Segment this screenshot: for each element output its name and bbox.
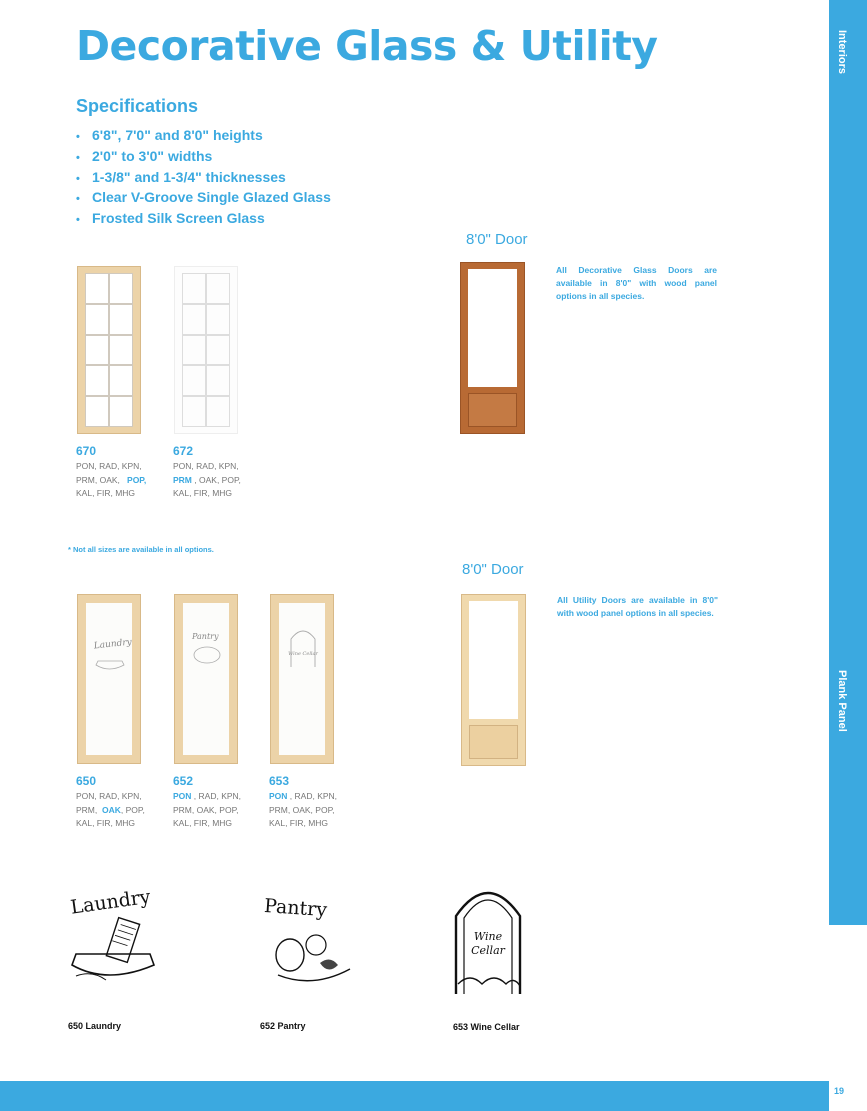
pantry-caption: 652 Pantry bbox=[260, 1021, 306, 1031]
door-652-species bbox=[173, 790, 241, 831]
door-652-etch bbox=[175, 595, 239, 765]
spec-item: • 1-3/8" and 1-3/4" thicknesses bbox=[76, 168, 331, 189]
utility-8ft-heading: 8'0" Door bbox=[462, 561, 524, 578]
species-text: , RAD, KPN, bbox=[289, 791, 338, 801]
species-highlight: OAK bbox=[101, 804, 121, 815]
species-line: KAL, FIR, MHG bbox=[76, 818, 136, 828]
door-glass bbox=[469, 601, 518, 719]
pantry-vegetable bbox=[320, 959, 338, 969]
spec-item: • Clear V-Groove Single Glazed Glass bbox=[76, 188, 331, 209]
species-text: , OAK, POP, bbox=[194, 474, 241, 485]
page-title: Decorative Glass & Utility bbox=[76, 22, 658, 70]
side-tab-interiors: Interiors bbox=[836, 30, 848, 75]
door-652-image bbox=[174, 594, 238, 764]
laundry-caption: 650 Laundry bbox=[68, 1021, 122, 1031]
specifications-heading: Specifications bbox=[76, 96, 199, 116]
species-line bbox=[76, 804, 145, 818]
door-650-number: 650 bbox=[76, 774, 97, 788]
side-tab-bar bbox=[829, 0, 867, 925]
door-panel bbox=[468, 393, 517, 427]
door-653-image bbox=[270, 594, 334, 764]
species-text: PRM, bbox=[76, 804, 98, 815]
door-panel bbox=[469, 725, 518, 759]
laundry-artwork bbox=[62, 880, 172, 1000]
door-670-number: 670 bbox=[76, 444, 97, 458]
species-line: KAL, FIR, MHG bbox=[173, 488, 233, 498]
door-650-species bbox=[76, 790, 145, 831]
door-653-etch bbox=[271, 595, 335, 765]
species-highlight: POP, bbox=[127, 474, 147, 485]
species-text: , POP, bbox=[120, 804, 145, 815]
door-glass bbox=[468, 269, 517, 387]
species-highlight: PRM bbox=[173, 474, 192, 485]
footer-bar bbox=[0, 1081, 829, 1111]
door-672-number: 672 bbox=[173, 444, 194, 458]
species-line: PRM, OAK, POP, bbox=[269, 804, 335, 815]
door-670-grille bbox=[85, 273, 133, 427]
door-653-species bbox=[269, 790, 337, 831]
washboard bbox=[106, 918, 139, 963]
spec-item: • Frosted Silk Screen Glass bbox=[76, 209, 331, 230]
wine-cellar-artwork bbox=[448, 876, 528, 1001]
door-653-number: 653 bbox=[269, 774, 290, 788]
wine-vines bbox=[458, 978, 520, 986]
sizes-footnote: * Not all sizes are available in all options. bbox=[68, 545, 214, 554]
species-text: PRM, OAK, bbox=[76, 474, 120, 485]
laundry-artwork-label: Laundry bbox=[69, 885, 152, 919]
door-650-etch-tub bbox=[96, 661, 124, 669]
door-650-etch bbox=[78, 595, 142, 765]
door-652-number: 652 bbox=[173, 774, 194, 788]
door-650-etch-text: Laundry bbox=[93, 637, 133, 652]
species-text: , RAD, KPN, bbox=[193, 791, 242, 801]
species-line: KAL, FIR, MHG bbox=[269, 818, 329, 828]
page-number: 19 bbox=[834, 1086, 845, 1096]
pantry-artwork-label: Pantry bbox=[263, 894, 328, 922]
decorative-8ft-door-image bbox=[460, 262, 525, 434]
decorative-8ft-heading: 8'0" Door bbox=[466, 231, 528, 248]
door-653-etch-arch bbox=[291, 631, 315, 667]
spec-item: • 6'8", 7'0" and 8'0" heights bbox=[76, 126, 331, 147]
door-650-image bbox=[77, 594, 141, 764]
decorative-8ft-note: All Decorative Glass Doors are available in 8'0" with wood panel options in all species. bbox=[556, 265, 717, 301]
door-652-etch-basket bbox=[194, 647, 220, 663]
species-line: KAL, FIR, MHG bbox=[76, 488, 136, 498]
species-line bbox=[173, 790, 241, 804]
wine-cellar-caption: 653 Wine Cellar bbox=[453, 1022, 520, 1032]
spec-item: • 2'0" to 3'0" widths bbox=[76, 147, 331, 168]
wine-label-1: Wine bbox=[473, 930, 503, 943]
door-672-image bbox=[174, 266, 238, 434]
species-highlight: PON bbox=[269, 791, 288, 801]
species-line: PRM, OAK, POP, bbox=[173, 804, 239, 815]
species-line: KAL, FIR, MHG bbox=[173, 818, 233, 828]
species-highlight: PON bbox=[173, 791, 192, 801]
pantry-artwork bbox=[258, 885, 368, 1000]
species-line bbox=[173, 474, 241, 488]
wine-label-2: Cellar bbox=[471, 944, 505, 957]
door-653-etch-text: Wine Cellar bbox=[288, 651, 318, 657]
species-line: PON, RAD, KPN, bbox=[173, 461, 239, 471]
specifications-list bbox=[76, 126, 331, 230]
door-672-species bbox=[173, 460, 241, 501]
door-652-etch-text: Pantry bbox=[192, 632, 219, 641]
pantry-jar bbox=[276, 939, 304, 971]
door-670-image bbox=[77, 266, 141, 434]
utility-8ft-note: All Utility Doors are available in 8'0" with wood panel options in all species. bbox=[557, 595, 718, 618]
species-line: PON, RAD, KPN, bbox=[76, 791, 142, 801]
species-line bbox=[269, 790, 337, 804]
utility-8ft-door-image bbox=[461, 594, 526, 766]
species-line bbox=[76, 474, 146, 488]
door-670-species bbox=[76, 460, 146, 501]
species-line: PON, RAD, KPN, bbox=[76, 461, 142, 471]
pantry-grapes bbox=[306, 935, 326, 955]
side-tab-plank-panel: Plank Panel bbox=[836, 670, 848, 732]
door-672-grille bbox=[182, 273, 230, 427]
